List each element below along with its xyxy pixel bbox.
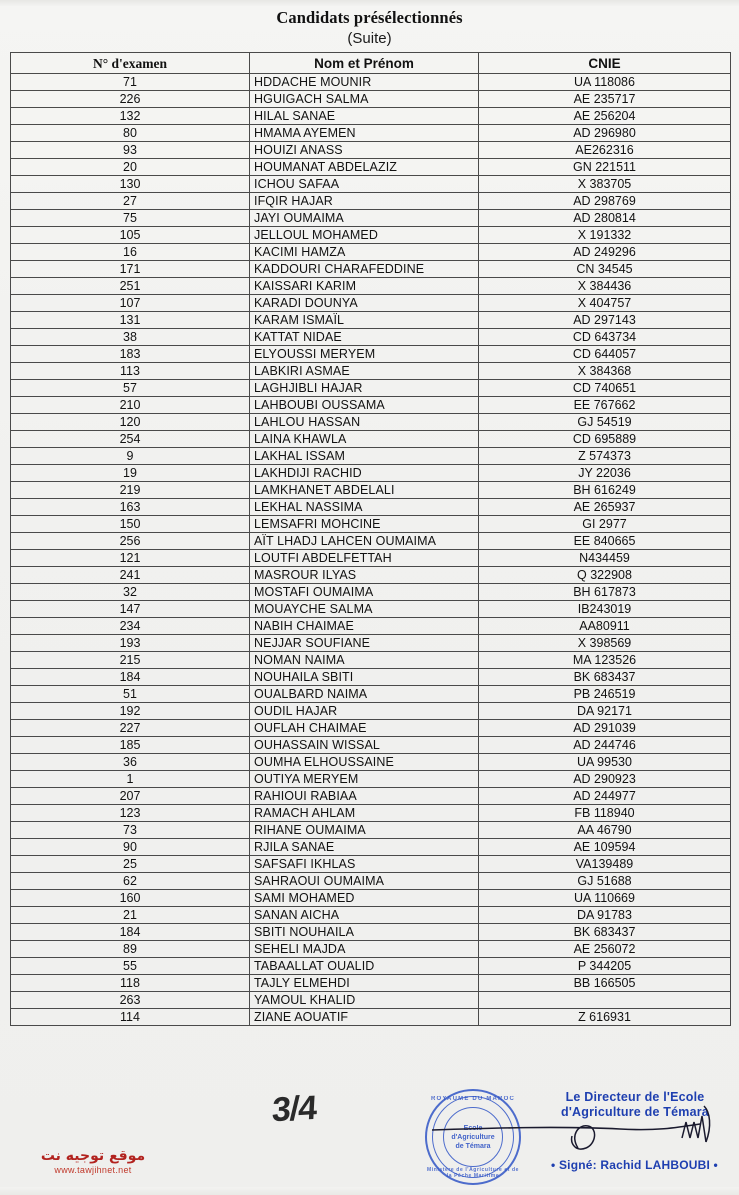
page-subtitle: (Suite) — [347, 29, 392, 47]
cell-name: NOMAN NAIMA — [250, 652, 479, 669]
cell-cnie: AA 46790 — [479, 822, 731, 839]
cell-name: SAMI MOHAMED — [250, 890, 479, 907]
cell-cnie: PB 246519 — [479, 686, 731, 703]
table-row — [11, 108, 731, 125]
cell-name: OUFLAH CHAIMAE — [250, 720, 479, 737]
director-title — [535, 1090, 735, 1120]
table-header-row — [11, 53, 731, 74]
cell-name: RJILA SANAE — [250, 839, 479, 856]
table-row — [11, 244, 731, 261]
cell-cnie: AE262316 — [479, 142, 731, 159]
table-row — [11, 397, 731, 414]
cell-name: LAHLOU HASSAN — [250, 414, 479, 431]
cell-name: LAHBOUBI OUSSAMA — [250, 397, 479, 414]
cell-name: OUTIYA MERYEM — [250, 771, 479, 788]
cell-cnie: N434459 — [479, 550, 731, 567]
cell-exam-no: 16 — [11, 244, 250, 261]
table-row — [11, 584, 731, 601]
table-row — [11, 363, 731, 380]
cell-cnie: AE 235717 — [479, 91, 731, 108]
cell-exam-no: 1 — [11, 771, 250, 788]
cell-exam-no: 20 — [11, 159, 250, 176]
cell-cnie: BB 166505 — [479, 975, 731, 992]
cell-exam-no: 57 — [11, 380, 250, 397]
cell-cnie: MA 123526 — [479, 652, 731, 669]
cell-name: YAMOUL KHALID — [250, 992, 479, 1009]
table-row — [11, 516, 731, 533]
cell-cnie: AD 249296 — [479, 244, 731, 261]
table-row — [11, 771, 731, 788]
cell-cnie: DA 91783 — [479, 907, 731, 924]
cell-name: JAYI OUMAIMA — [250, 210, 479, 227]
cell-name: NABIH CHAIMAE — [250, 618, 479, 635]
cell-cnie: X 384436 — [479, 278, 731, 295]
table-row — [11, 601, 731, 618]
cell-cnie: Q 322908 — [479, 567, 731, 584]
cell-name: SAFSAFI IKHLAS — [250, 856, 479, 873]
cell-exam-no: 210 — [11, 397, 250, 414]
cell-name: HOUIZI ANASS — [250, 142, 479, 159]
cell-exam-no: 80 — [11, 125, 250, 142]
cell-name: KACIMI HAMZA — [250, 244, 479, 261]
cell-exam-no: 27 — [11, 193, 250, 210]
table-row — [11, 737, 731, 754]
cell-name: TABAALLAT OUALID — [250, 958, 479, 975]
cell-name: LAMKHANET ABDELALI — [250, 482, 479, 499]
cell-cnie: EE 767662 — [479, 397, 731, 414]
table-row — [11, 465, 731, 482]
cell-cnie: AD 297143 — [479, 312, 731, 329]
cell-name: ZIANE AOUATIF — [250, 1009, 479, 1026]
cell-name: KATTAT NIDAE — [250, 329, 479, 346]
cell-exam-no: 21 — [11, 907, 250, 924]
cell-exam-no: 90 — [11, 839, 250, 856]
table-row — [11, 907, 731, 924]
cell-cnie: CD 644057 — [479, 346, 731, 363]
cell-cnie: AD 298769 — [479, 193, 731, 210]
cell-exam-no: 184 — [11, 669, 250, 686]
cell-exam-no: 183 — [11, 346, 250, 363]
cell-name: KARADI DOUNYA — [250, 295, 479, 312]
cell-cnie: BK 683437 — [479, 924, 731, 941]
table-body — [11, 74, 731, 1026]
table-row — [11, 482, 731, 499]
cell-cnie: AD 280814 — [479, 210, 731, 227]
cell-exam-no: 150 — [11, 516, 250, 533]
page-footer — [0, 1078, 739, 1195]
stamp-outer-text: ROYAUME DU MAROC — [431, 1096, 515, 1102]
cell-cnie: CD 740651 — [479, 380, 731, 397]
cell-exam-no: 192 — [11, 703, 250, 720]
cell-cnie: EE 840665 — [479, 533, 731, 550]
cell-exam-no: 113 — [11, 363, 250, 380]
table-row — [11, 635, 731, 652]
table-row — [11, 788, 731, 805]
cell-cnie: X 384368 — [479, 363, 731, 380]
cell-exam-no: 227 — [11, 720, 250, 737]
watermark-arabic-label: موقع توجيه نت — [40, 1148, 146, 1164]
table-row — [11, 312, 731, 329]
cell-exam-no: 256 — [11, 533, 250, 550]
cell-name: HMAMA AYEMEN — [250, 125, 479, 142]
scan-edge-bottom — [0, 1187, 739, 1195]
table-row — [11, 805, 731, 822]
cell-exam-no: 51 — [11, 686, 250, 703]
cell-cnie: AE 265937 — [479, 499, 731, 516]
stamp-bottom-text: Ministère de l'Agriculture et de la Pêche Maritime — [426, 1167, 520, 1179]
cell-name: SEHELI MAJDA — [250, 941, 479, 958]
cell-name: HILAL SANAE — [250, 108, 479, 125]
table-row — [11, 414, 731, 431]
cell-exam-no: 234 — [11, 618, 250, 635]
cell-name: OUALBARD NAIMA — [250, 686, 479, 703]
table-row — [11, 533, 731, 550]
cell-exam-no: 120 — [11, 414, 250, 431]
table-row — [11, 346, 731, 363]
table-row — [11, 431, 731, 448]
cell-name: SAHRAOUI OUMAIMA — [250, 873, 479, 890]
cell-exam-no: 160 — [11, 890, 250, 907]
cell-name: JELLOUL MOHAMED — [250, 227, 479, 244]
cell-cnie: AE 256204 — [479, 108, 731, 125]
cell-exam-no: 123 — [11, 805, 250, 822]
signed-by-label: • Signé: Rachid LAHBOUBI • — [551, 1158, 718, 1172]
cell-exam-no: 207 — [11, 788, 250, 805]
cell-name: LAKHAL ISSAM — [250, 448, 479, 465]
cell-exam-no: 19 — [11, 465, 250, 482]
cell-exam-no: 163 — [11, 499, 250, 516]
cell-exam-no: 185 — [11, 737, 250, 754]
cell-exam-no: 215 — [11, 652, 250, 669]
table-row — [11, 873, 731, 890]
cell-cnie: GJ 51688 — [479, 873, 731, 890]
cell-cnie: AA80911 — [479, 618, 731, 635]
cell-exam-no: 132 — [11, 108, 250, 125]
cell-name: SANAN AICHA — [250, 907, 479, 924]
cell-name: OUHASSAIN WISSAL — [250, 737, 479, 754]
cell-cnie: AD 290923 — [479, 771, 731, 788]
cell-cnie: CN 34545 — [479, 261, 731, 278]
table-row — [11, 703, 731, 720]
cell-name: RIHANE OUMAIMA — [250, 822, 479, 839]
cell-exam-no: 55 — [11, 958, 250, 975]
table-row — [11, 720, 731, 737]
cell-cnie: CD 695889 — [479, 431, 731, 448]
stamp-center-line3: de Témara — [455, 1142, 491, 1150]
cell-cnie: FB 118940 — [479, 805, 731, 822]
cell-name: HOUMANAT ABDELAZIZ — [250, 159, 479, 176]
cell-name: LOUTFI ABDELFETTAH — [250, 550, 479, 567]
cell-cnie: X 191332 — [479, 227, 731, 244]
cell-exam-no: 184 — [11, 924, 250, 941]
table-row — [11, 856, 731, 873]
cell-exam-no: 219 — [11, 482, 250, 499]
cell-exam-no: 114 — [11, 1009, 250, 1026]
cell-cnie: GN 221511 — [479, 159, 731, 176]
document-heading — [0, 0, 739, 48]
table-row — [11, 227, 731, 244]
cell-cnie: UA 110669 — [479, 890, 731, 907]
signature-block — [420, 1086, 730, 1191]
cell-name: SBITI NOUHAILA — [250, 924, 479, 941]
table-row — [11, 924, 731, 941]
cell-exam-no: 75 — [11, 210, 250, 227]
cell-name: LAINA KHAWLA — [250, 431, 479, 448]
cell-name: RAHIOUI RABIAA — [250, 788, 479, 805]
cell-exam-no: 25 — [11, 856, 250, 873]
table-row — [11, 839, 731, 856]
column-header-exam-no: N° d'examen — [11, 53, 250, 74]
cell-name: LEKHAL NASSIMA — [250, 499, 479, 516]
cell-cnie: CD 643734 — [479, 329, 731, 346]
cell-exam-no: 107 — [11, 295, 250, 312]
cell-exam-no: 36 — [11, 754, 250, 771]
cell-cnie: BH 617873 — [479, 584, 731, 601]
cell-name: IFQIR HAJAR — [250, 193, 479, 210]
cell-name: NOUHAILA SBITI — [250, 669, 479, 686]
cell-cnie: X 383705 — [479, 176, 731, 193]
table-row — [11, 890, 731, 907]
table-row — [11, 125, 731, 142]
stamp-center-line1: Ecole — [463, 1124, 483, 1132]
cell-exam-no: 226 — [11, 91, 250, 108]
cell-name: MOUAYCHE SALMA — [250, 601, 479, 618]
cell-exam-no: 38 — [11, 329, 250, 346]
cell-name: MOSTAFI OUMAIMA — [250, 584, 479, 601]
table-row — [11, 380, 731, 397]
cell-name: MASROUR ILYAS — [250, 567, 479, 584]
cell-cnie: BK 683437 — [479, 669, 731, 686]
cell-exam-no: 89 — [11, 941, 250, 958]
cell-name: KARAM ISMAÏL — [250, 312, 479, 329]
table-row — [11, 159, 731, 176]
cell-cnie: AD 244977 — [479, 788, 731, 805]
cell-exam-no: 32 — [11, 584, 250, 601]
table-row — [11, 1009, 731, 1026]
cell-exam-no: 251 — [11, 278, 250, 295]
handwritten-page-number: 3/4 — [271, 1088, 318, 1130]
table-row — [11, 754, 731, 771]
column-header-name: Nom et Prénom — [250, 53, 479, 74]
table-row — [11, 176, 731, 193]
director-title-line1: Le Directeur de l'Ecole — [565, 1090, 705, 1104]
cell-exam-no: 62 — [11, 873, 250, 890]
cell-cnie: UA 118086 — [479, 74, 731, 91]
cell-exam-no: 254 — [11, 431, 250, 448]
cell-name: LABKIRI ASMAE — [250, 363, 479, 380]
cell-name: ICHOU SAFAA — [250, 176, 479, 193]
cell-exam-no: 73 — [11, 822, 250, 839]
scan-edge-top — [0, 0, 739, 6]
watermark-arabic-text — [8, 1148, 178, 1164]
table-row — [11, 618, 731, 635]
table-row — [11, 686, 731, 703]
table-row — [11, 329, 731, 346]
candidates-table — [10, 52, 731, 1026]
cell-cnie: X 404757 — [479, 295, 731, 312]
cell-name: ELYOUSSI MERYEM — [250, 346, 479, 363]
cell-cnie: JY 22036 — [479, 465, 731, 482]
cell-exam-no: 263 — [11, 992, 250, 1009]
cell-name: LAGHJIBLI HAJAR — [250, 380, 479, 397]
table-row — [11, 652, 731, 669]
cell-exam-no: 121 — [11, 550, 250, 567]
table-row — [11, 975, 731, 992]
cell-name: AÏT LHADJ LAHCEN OUMAIMA — [250, 533, 479, 550]
table-row — [11, 142, 731, 159]
cell-cnie: Z 574373 — [479, 448, 731, 465]
cell-name: HDDACHE MOUNIR — [250, 74, 479, 91]
cell-cnie: AD 291039 — [479, 720, 731, 737]
table-row — [11, 992, 731, 1009]
cell-exam-no: 71 — [11, 74, 250, 91]
director-title-line2: d'Agriculture de Témara — [561, 1105, 709, 1119]
table-row — [11, 941, 731, 958]
cell-cnie: GJ 54519 — [479, 414, 731, 431]
table-row — [11, 193, 731, 210]
cell-exam-no: 105 — [11, 227, 250, 244]
table-row — [11, 822, 731, 839]
table-row — [11, 567, 731, 584]
candidates-table-container — [10, 52, 730, 1026]
table-row — [11, 261, 731, 278]
cell-cnie — [479, 992, 731, 1009]
cell-name: RAMACH AHLAM — [250, 805, 479, 822]
cell-name: TAJLY ELMEHDI — [250, 975, 479, 992]
cell-name: HGUIGACH SALMA — [250, 91, 479, 108]
table-row — [11, 278, 731, 295]
table-row — [11, 210, 731, 227]
cell-exam-no: 241 — [11, 567, 250, 584]
cell-cnie: BH 616249 — [479, 482, 731, 499]
cell-exam-no: 118 — [11, 975, 250, 992]
table-row — [11, 958, 731, 975]
stamp-center-text — [439, 1111, 507, 1163]
cell-exam-no: 193 — [11, 635, 250, 652]
cell-name: LAKHDIJI RACHID — [250, 465, 479, 482]
cell-name: OUMHA ELHOUSSAINE — [250, 754, 479, 771]
official-stamp-icon — [425, 1089, 521, 1185]
table-row — [11, 499, 731, 516]
table-row — [11, 74, 731, 91]
watermark-url: www.tawjihnet.net — [54, 1165, 132, 1175]
cell-cnie: AD 296980 — [479, 125, 731, 142]
cell-exam-no: 9 — [11, 448, 250, 465]
stamp-center-line2: d'Agriculture — [451, 1133, 495, 1141]
table-row — [11, 669, 731, 686]
cell-exam-no: 130 — [11, 176, 250, 193]
cell-exam-no: 147 — [11, 601, 250, 618]
cell-exam-no: 131 — [11, 312, 250, 329]
cell-name: NEJJAR SOUFIANE — [250, 635, 479, 652]
cell-cnie: IB243019 — [479, 601, 731, 618]
cell-cnie: AE 256072 — [479, 941, 731, 958]
cell-name: LEMSAFRI MOHCINE — [250, 516, 479, 533]
table-row — [11, 295, 731, 312]
table-row — [11, 91, 731, 108]
cell-cnie: AD 244746 — [479, 737, 731, 754]
site-watermark — [8, 1148, 178, 1175]
table-row — [11, 448, 731, 465]
cell-cnie: UA 99530 — [479, 754, 731, 771]
cell-cnie: X 398569 — [479, 635, 731, 652]
cell-cnie: GI 2977 — [479, 516, 731, 533]
cell-name: KADDOURI CHARAFEDDINE — [250, 261, 479, 278]
column-header-cnie: CNIE — [479, 53, 731, 74]
cell-cnie: Z 616931 — [479, 1009, 731, 1026]
cell-cnie: VA139489 — [479, 856, 731, 873]
cell-exam-no: 93 — [11, 142, 250, 159]
cell-cnie: P 344205 — [479, 958, 731, 975]
cell-exam-no: 171 — [11, 261, 250, 278]
cell-cnie: AE 109594 — [479, 839, 731, 856]
page-title: Candidats présélectionnés — [276, 8, 463, 27]
table-header — [11, 53, 731, 74]
cell-name: KAISSARI KARIM — [250, 278, 479, 295]
cell-cnie: DA 92171 — [479, 703, 731, 720]
cell-name: OUDIL HAJAR — [250, 703, 479, 720]
table-row — [11, 550, 731, 567]
